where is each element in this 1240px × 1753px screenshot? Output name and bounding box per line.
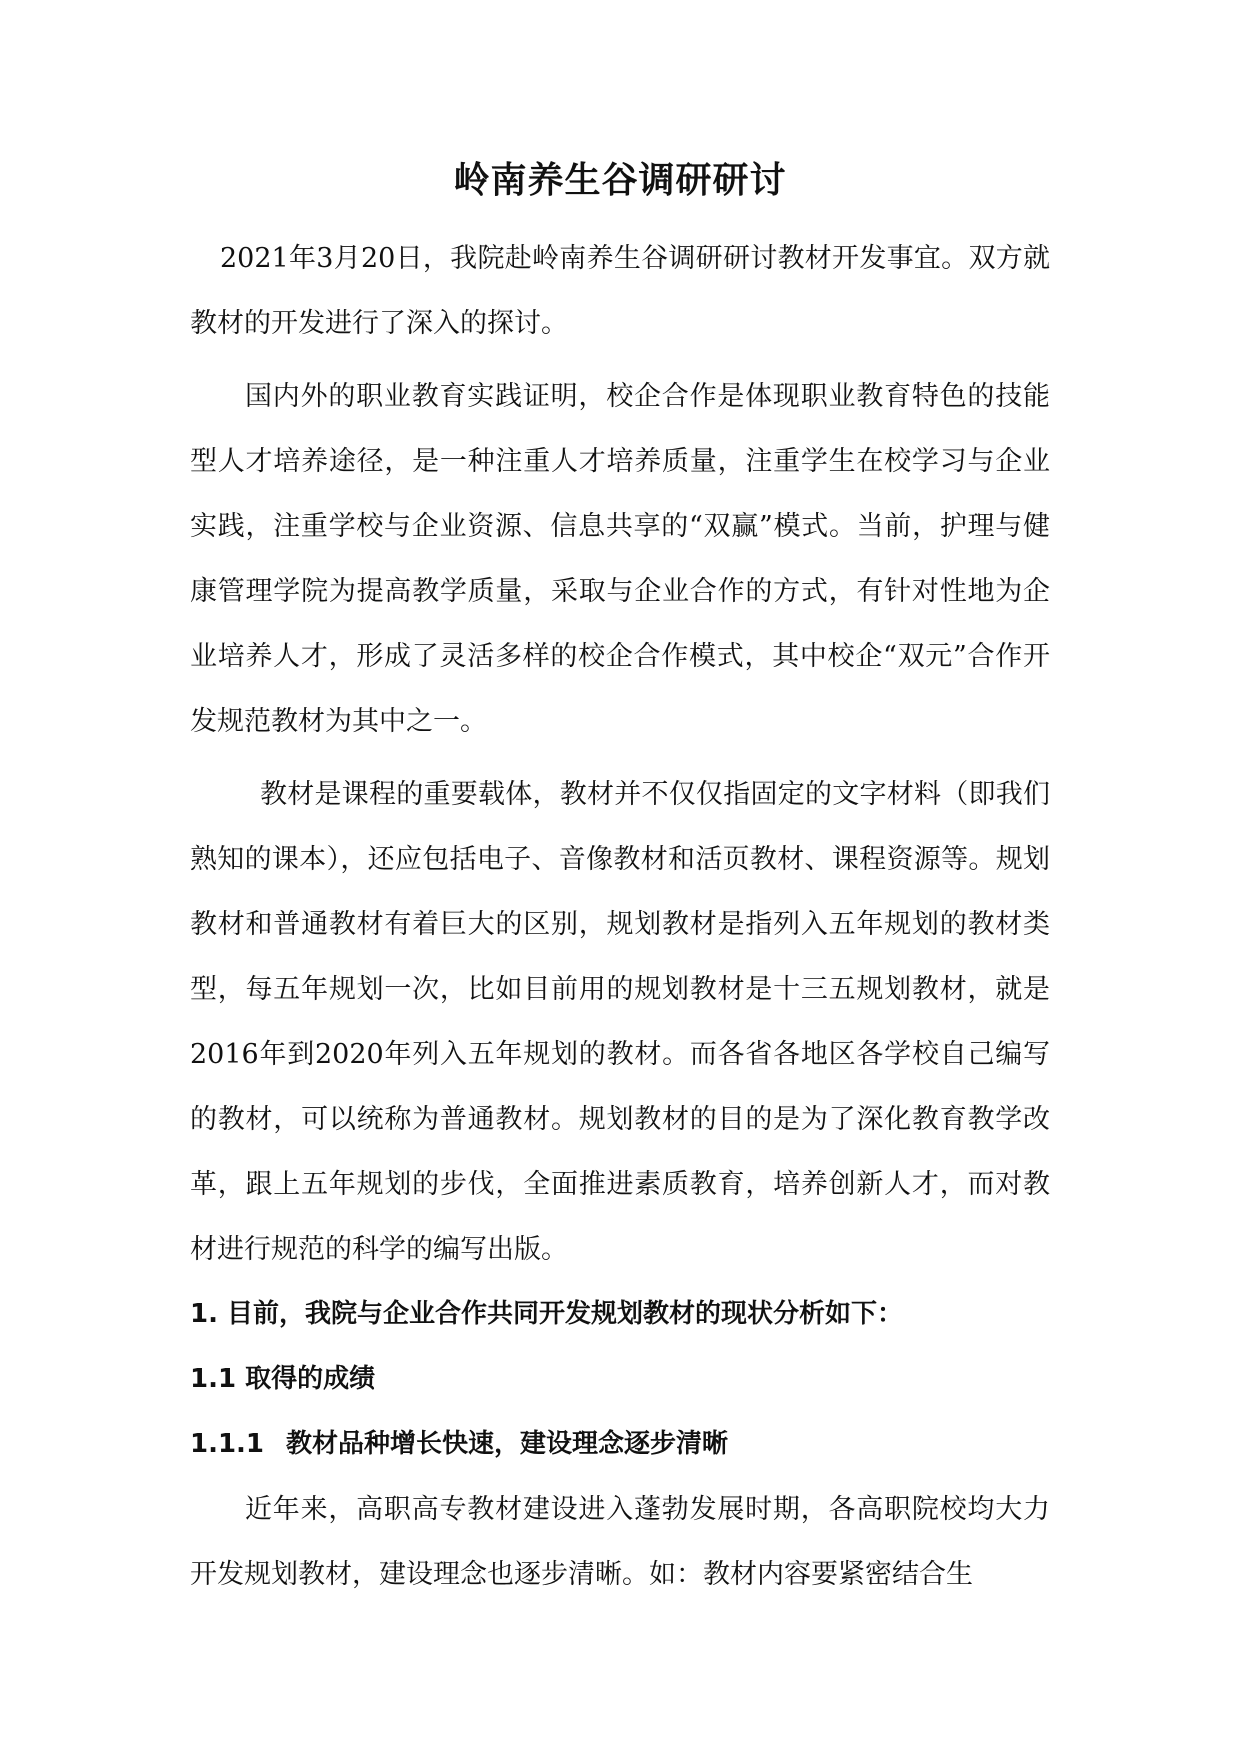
- section-heading-1: 1. 目前，我院与企业合作共同开发规划教材的现状分析如下：: [190, 1299, 904, 1329]
- paragraph-intro: 2021年3月20日，我院赴岭南养生谷调研研讨教材开发事宜。双方就教材的开发进行了深入的探讨。: [190, 243, 1050, 339]
- paragraph-textbooks: 教材是课程的重要载体，教材并不仅仅指固定的文字材料（即我们熟知的课本），还应包括电子、音像教材和活页教材、课程资源等。规划教材和普通教材有着巨大的区别，规划教材是指列入五年规划的教材类型，每五年规划一次，比如目前用的规划教材是十三五规划教材，就是2016年到2020年列入五年规划的教材。而各省各地区各学校自己编写的教材，可以统称为普通教材。规划教材的目的是为了深化教育教学改革，跟上五年规划的步伐，全面推进素质教育，培养创新人才，而对教材进行规范的科学的编写出版。: [190, 779, 1050, 1265]
- document-body: [190, 226, 1050, 1607]
- heading-number: 1.1.1: [190, 1429, 265, 1459]
- heading-text: 教材品种增长快速，建设理念逐步清晰: [286, 1429, 729, 1459]
- section-heading-1-1: 1.1 取得的成绩: [190, 1364, 376, 1394]
- paragraph-cooperation: 国内外的职业教育实践证明，校企合作是体现职业教育特色的技能型人才培养途径，是一种注重人才培养质量，注重学生在校学习与企业实践，注重学校与企业资源、信息共享的“双赢”模式。当前，护理与健康管理学院为提高教学质量，采取与企业合作的方式，有针对性地为企业培养人才，形成了灵活多样的校企合作模式，其中校企“双元”合作开发规范教材为其中之一。: [190, 381, 1050, 737]
- paragraph-recent-years: 近年来，高职高专教材建设进入蓬勃发展时期，各高职院校均大力开发规划教材，建设理念也逐步清晰。如：教材内容要紧密结合生: [190, 1494, 1050, 1590]
- section-heading-1-1-1: [190, 1412, 1050, 1477]
- document-title: 岭南养生谷调研研讨: [453, 159, 787, 201]
